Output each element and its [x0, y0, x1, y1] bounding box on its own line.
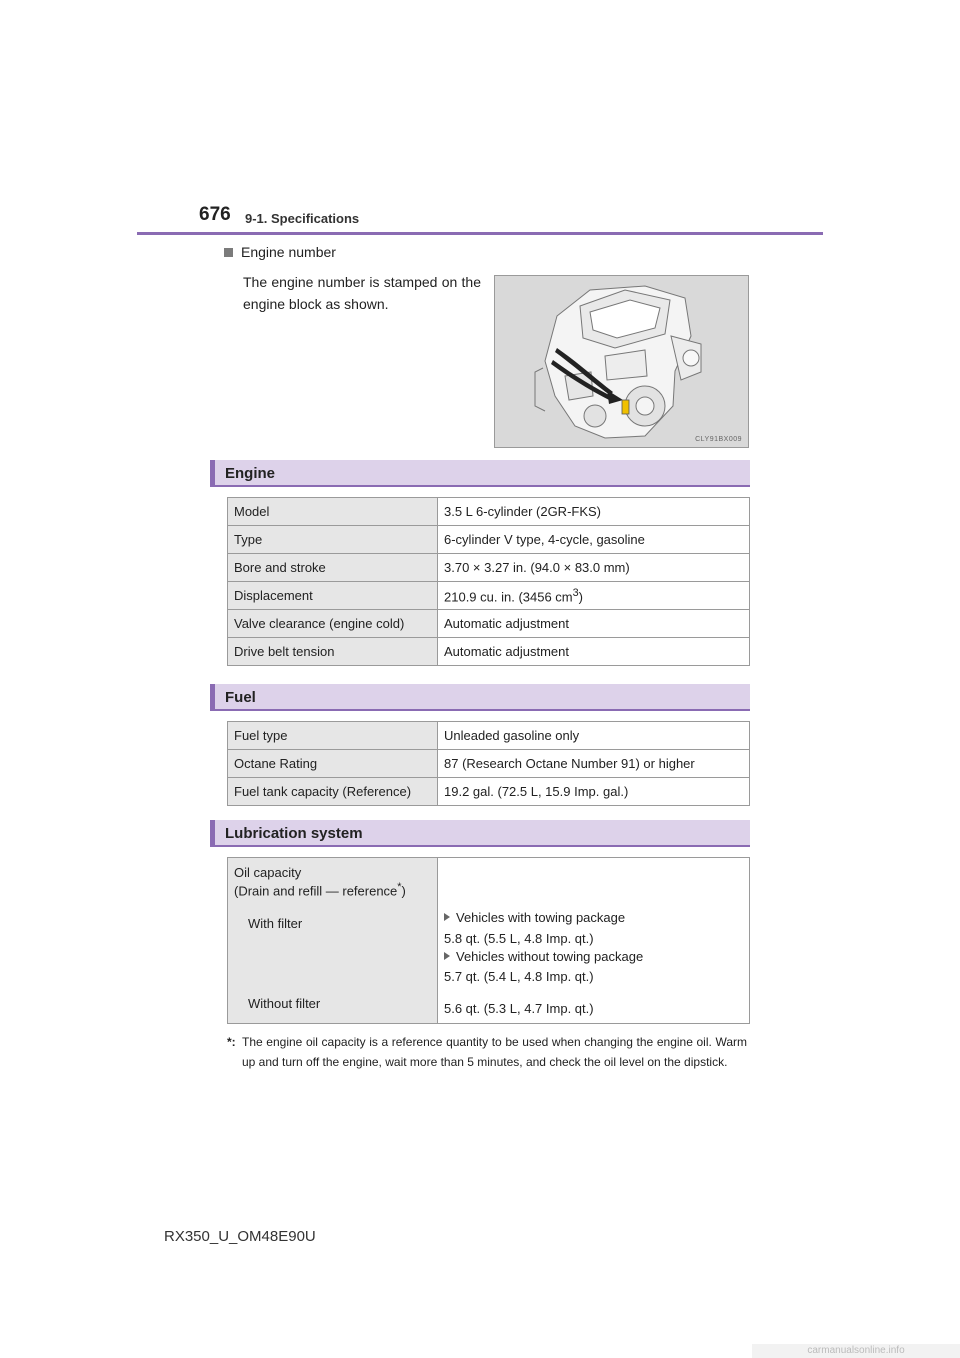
without-filter-value: 5.6 qt. (5.3 L, 4.7 Imp. qt.) — [444, 1001, 594, 1016]
engine-number-heading — [224, 244, 336, 260]
table-row — [228, 750, 750, 778]
engine-number-description: The engine number is stamped on the engine block as shown. — [243, 274, 481, 312]
triangle-bullet-icon — [444, 952, 450, 960]
spec-value: Automatic adjustment — [438, 610, 750, 638]
towing-package-text: Vehicles with towing package — [456, 910, 626, 925]
with-filter-label: With filter — [248, 916, 303, 931]
engine-number-heading-text: Engine number — [241, 244, 336, 260]
no-towing-package-value: 5.7 qt. (5.4 L, 4.8 Imp. qt.) — [444, 969, 594, 984]
engine-section-band — [210, 460, 750, 487]
spec-label: Bore and stroke — [228, 554, 438, 582]
no-towing-package-text: Vehicles without towing package — [456, 949, 644, 964]
table-row — [228, 582, 750, 610]
no-towing-package-label — [444, 949, 643, 964]
spec-label: Displacement — [228, 582, 438, 610]
spec-label: Type — [228, 526, 438, 554]
table-row — [228, 498, 750, 526]
table-row — [228, 722, 750, 750]
footnote-mark: *: — [227, 1035, 236, 1049]
triangle-bullet-icon — [444, 913, 450, 921]
oil-capacity-table — [227, 857, 750, 1024]
spec-value: 3.5 L 6-cylinder (2GR-FKS) — [438, 498, 750, 526]
spec-value: 3.70 × 3.27 in. (94.0 × 83.0 mm) — [438, 554, 750, 582]
table-row — [228, 554, 750, 582]
oil-capacity-value-cell — [438, 858, 749, 1023]
engine-spec-table — [227, 497, 750, 666]
lubrication-section-title: Lubrication system — [225, 825, 363, 842]
spec-value: 19.2 gal. (72.5 L, 15.9 Imp. gal.) — [438, 778, 750, 806]
watermark: carmanualsonline.info — [752, 1344, 960, 1358]
towing-package-label — [444, 910, 625, 925]
displacement-superscript: 3 — [572, 586, 579, 599]
table-row — [228, 610, 750, 638]
spec-label: Fuel type — [228, 722, 438, 750]
displacement-value: 210.9 cu. in. (3456 cm — [444, 589, 573, 605]
spec-value: Automatic adjustment — [438, 638, 750, 666]
spec-value — [438, 582, 750, 610]
section-title: 9-1. Specifications — [245, 211, 360, 226]
spec-label: Model — [228, 498, 438, 526]
oil-capacity-sublabel-close: ) — [401, 883, 406, 899]
towing-package-value: 5.8 qt. (5.5 L, 4.8 Imp. qt.) — [444, 931, 594, 946]
displacement-suffix: ) — [578, 589, 584, 605]
table-row — [228, 778, 750, 806]
figure-code: CLY91BX009 — [695, 436, 742, 443]
lubrication-section-band — [210, 820, 750, 847]
engine-illustration — [494, 275, 749, 448]
spec-value: 6-cylinder V type, 4-cycle, gasoline — [438, 526, 750, 554]
fuel-spec-table — [227, 721, 750, 806]
footnote — [227, 1032, 747, 1072]
spec-label: Fuel tank capacity (Reference) — [228, 778, 438, 806]
engine-section-title: Engine — [225, 465, 276, 482]
footnote-text: The engine oil capacity is a reference quantity to be used when changing the engine oil. Warm up and turn off the engine, wait more than 5 minutes, and check the oil level on the dipstick. — [242, 1035, 747, 1069]
page-number: 676 — [199, 204, 231, 225]
spec-label: Drive belt tension — [228, 638, 438, 666]
oil-capacity-label: Oil capacity — [234, 865, 302, 880]
footnote-star: * — [397, 881, 402, 893]
without-filter-label: Without filter — [248, 996, 321, 1011]
engine-drawing-icon — [495, 276, 749, 448]
oil-capacity-sublabel-text: (Drain and refill — reference — [234, 883, 398, 899]
document-code: RX350_U_OM48E90U — [164, 1228, 316, 1245]
fuel-section-band — [210, 684, 750, 711]
spec-label: Octane Rating — [228, 750, 438, 778]
square-bullet-icon — [224, 248, 233, 257]
table-row — [228, 526, 750, 554]
spec-label: Valve clearance (engine cold) — [228, 610, 438, 638]
header-rule — [137, 232, 823, 235]
spec-value: 87 (Research Octane Number 91) or higher — [438, 750, 750, 778]
oil-capacity-sublabel — [234, 881, 406, 898]
oil-capacity-label-cell — [228, 858, 438, 1023]
table-row — [228, 638, 750, 666]
fuel-section-title: Fuel — [225, 689, 256, 706]
spec-value: Unleaded gasoline only — [438, 722, 750, 750]
